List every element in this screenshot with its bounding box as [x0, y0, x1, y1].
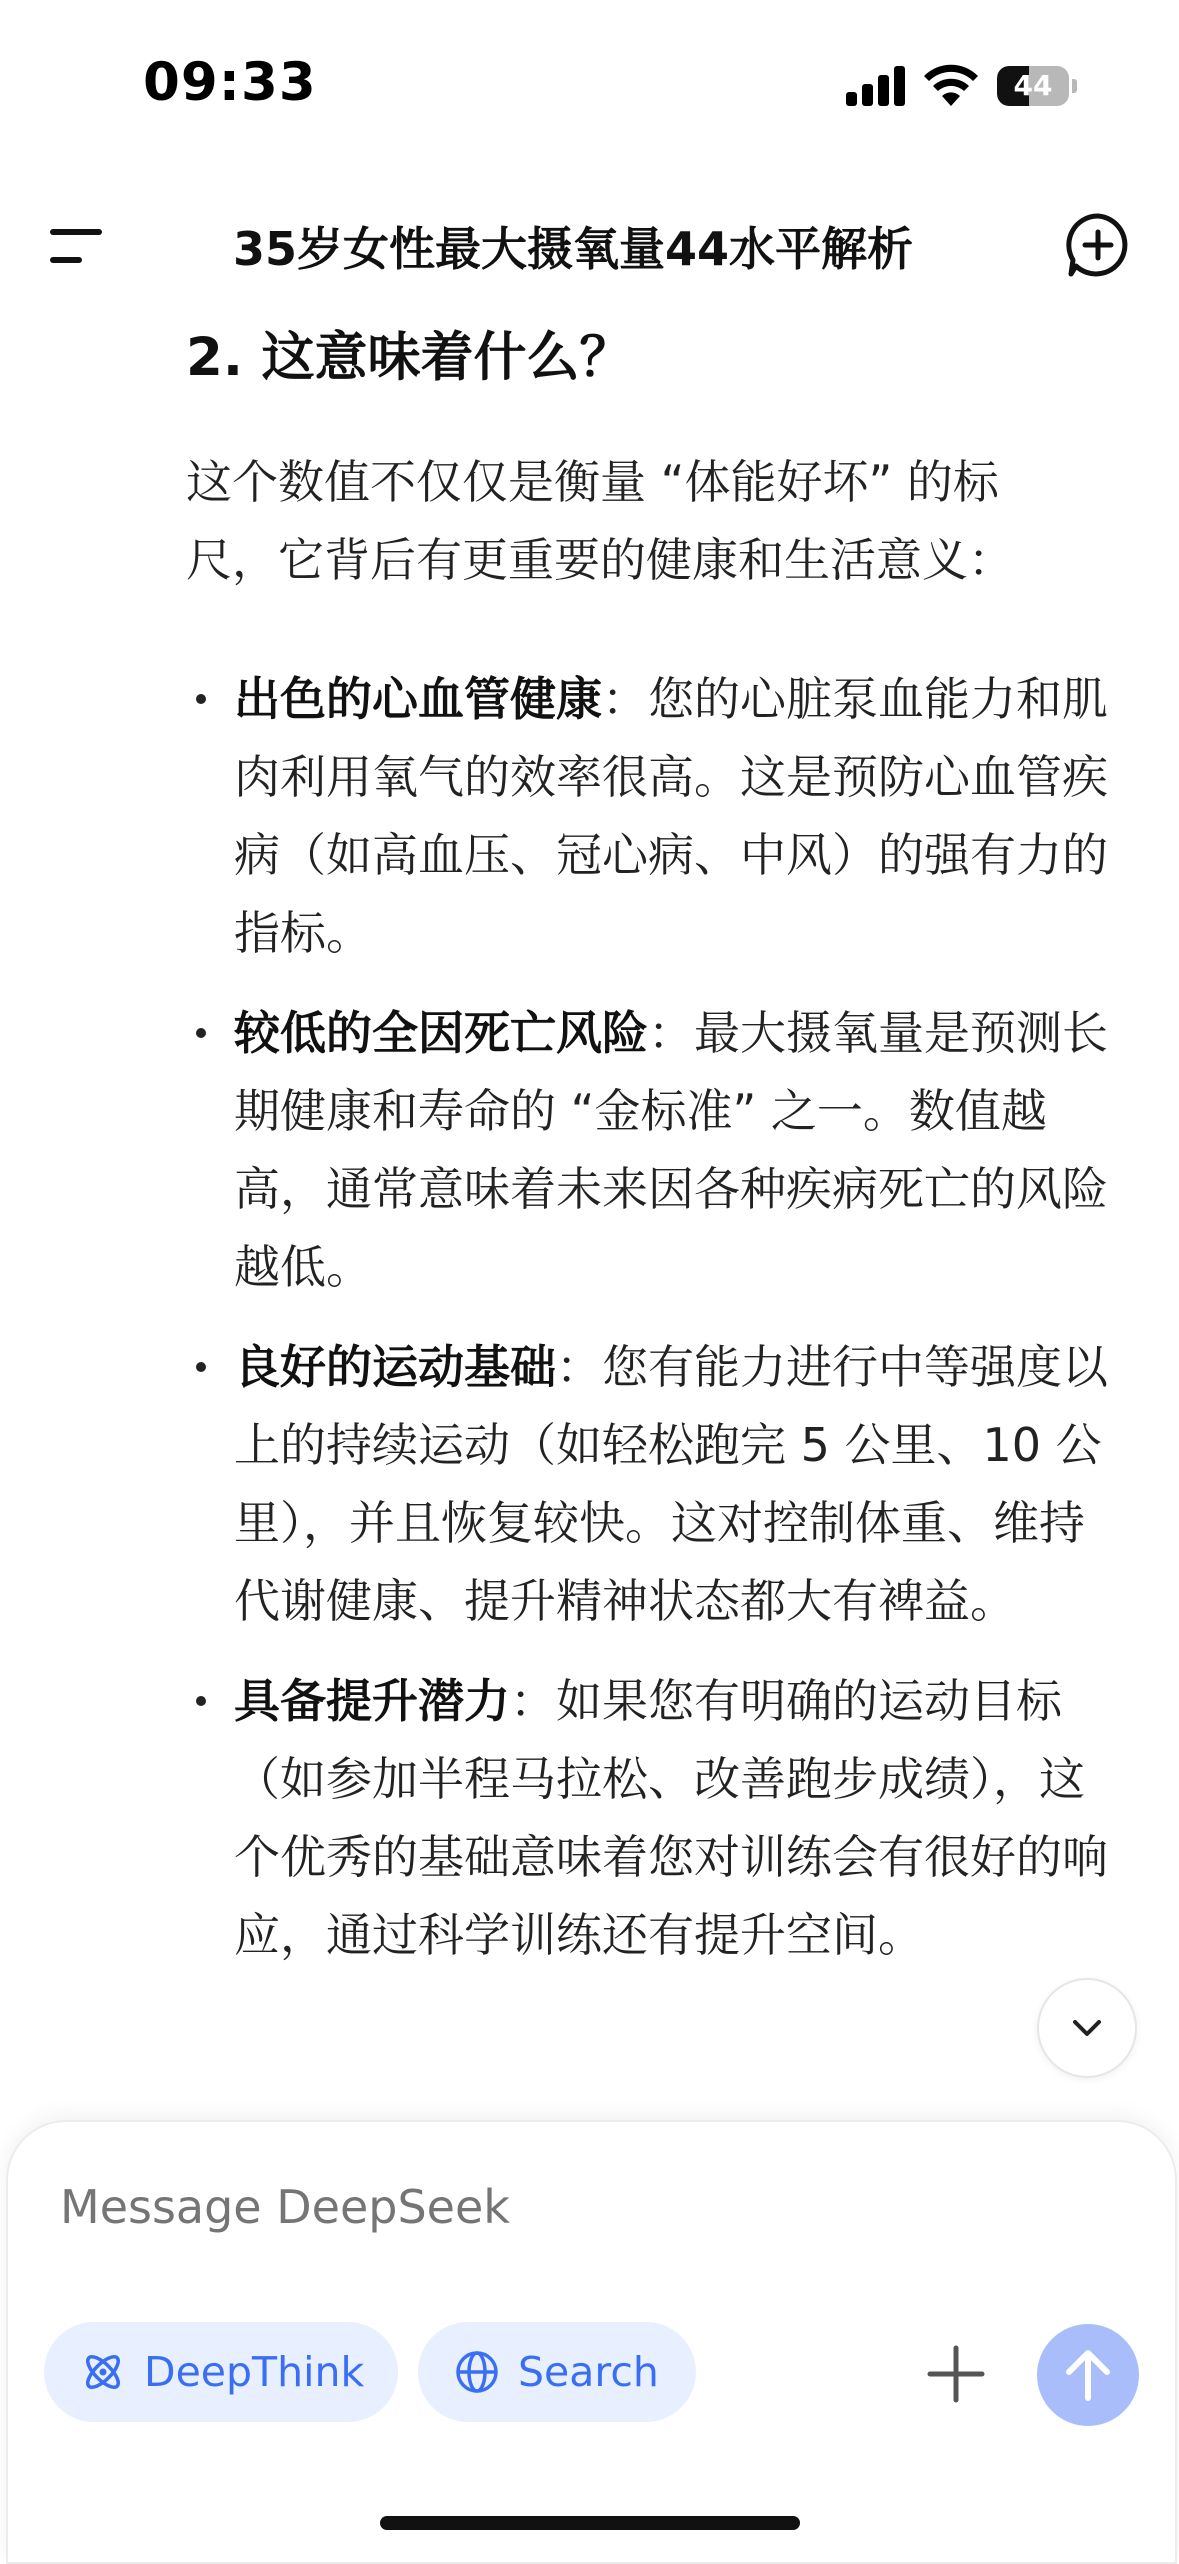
chevron-down-icon	[1069, 2010, 1105, 2046]
deepthink-label: DeepThink	[144, 2348, 365, 2396]
scroll-to-bottom-button[interactable]	[1037, 1978, 1137, 2078]
bullet-list	[186, 660, 1116, 1996]
atom-icon	[80, 2349, 126, 2395]
bullet-text: ：您有能力进行中等强度以上的持续运动（如轻松跑完 5 公里、10 公里），并且恢复较快。这对控制体重、维持代谢健康、提升精神状态都大有裨益。	[234, 1340, 1108, 1628]
status-time: 09:33	[143, 52, 317, 113]
new-chat-icon[interactable]	[1063, 210, 1133, 280]
search-label: Search	[518, 2348, 659, 2396]
list-item	[186, 1328, 1116, 1640]
attach-plus-icon[interactable]	[926, 2344, 986, 2404]
list-item	[186, 1662, 1116, 1974]
bullet-title: 良好的运动基础	[234, 1340, 556, 1394]
bullet-text: ：您的心脏泵血能力和肌肉利用氧气的效率很高。这是预防心血管疾病（如高血压、冠心病、中风）的强有力的指标。	[234, 672, 1108, 960]
bullet-text: ：如果您有明确的运动目标（如参加半程马拉松、改善跑步成绩），这个优秀的基础意味着您对训练会有很好的响应，通过科学训练还有提升空间。	[234, 1674, 1108, 1962]
chat-title[interactable]: 35岁女性最大摄氧量44水平解析	[233, 222, 914, 276]
bullet-title: 较低的全因死亡风险	[234, 1006, 648, 1060]
signal-icon	[846, 66, 906, 106]
menu-icon[interactable]	[50, 223, 108, 267]
bullet-text: ：最大摄氧量是预测长期健康和寿命的 “金标准” 之一。数值越高，通常意味着未来因各种疾病死亡的风险越低。	[234, 1006, 1108, 1294]
send-button[interactable]	[1037, 2324, 1139, 2426]
list-item	[186, 660, 1116, 972]
message-input[interactable]	[60, 2180, 960, 2234]
bullet-title: 具备提升潜力	[234, 1674, 510, 1728]
status-bar	[0, 0, 1179, 175]
globe-icon	[454, 2349, 500, 2395]
section-heading: 2. 这意味着什么？	[186, 327, 633, 388]
battery-level: 44	[1013, 69, 1053, 102]
wifi-icon	[922, 62, 980, 106]
home-indicator	[380, 2516, 800, 2530]
bullet-dot	[196, 1362, 206, 1372]
intro-paragraph: 这个数值不仅仅是衡量 “体能好坏” 的标尺，它背后有更重要的健康和生活意义：	[186, 455, 1014, 587]
bullet-dot	[196, 1696, 206, 1706]
message-composer	[6, 2120, 1177, 2564]
chat-header	[0, 195, 1179, 295]
battery-icon	[997, 66, 1077, 106]
list-item	[186, 994, 1116, 1306]
bullet-dot	[196, 1028, 206, 1038]
arrow-up-icon	[1063, 2346, 1113, 2404]
bullet-dot	[196, 694, 206, 704]
search-button[interactable]	[418, 2322, 696, 2422]
bullet-title: 出色的心血管健康	[234, 672, 602, 726]
deepthink-button[interactable]	[44, 2322, 398, 2422]
chat-content[interactable]	[0, 295, 1179, 2120]
